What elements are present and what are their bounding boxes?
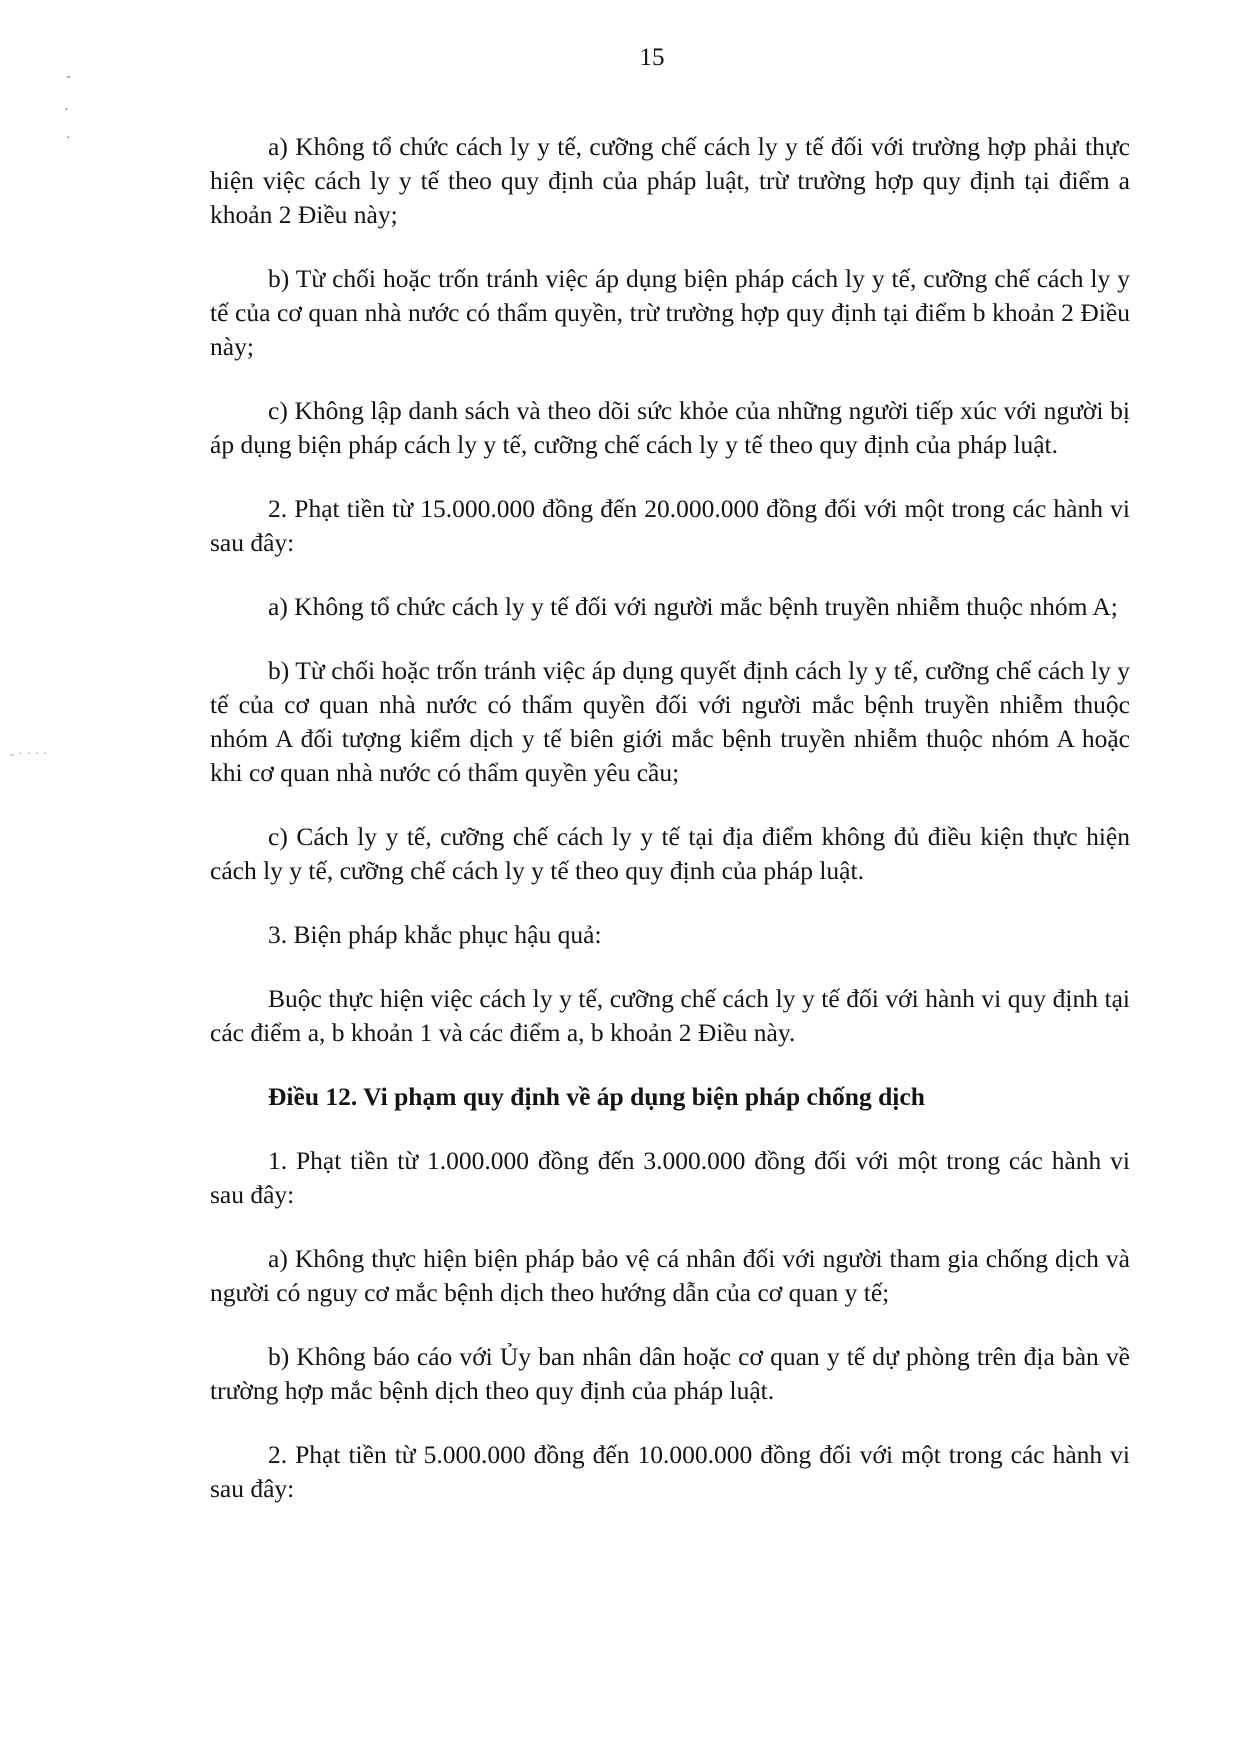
paragraph: Buộc thực hiện việc cách ly y tế, cưỡng chế cách ly y tế đối với hành vi quy định tại các điểm a, b khoản 1 và các điểm a, b khoản 2 Điều này. <box>210 984 1130 1047</box>
scan-mark: · <box>66 131 71 146</box>
paragraph: 3. Biện pháp khắc phục hậu quả: <box>268 920 602 949</box>
scan-mark: · <box>64 103 69 118</box>
paragraph: a) Không thực hiện biện pháp bảo vệ cá nhân đối với người tham gia chống dịch và người có nguy cơ mắc bệnh dịch theo hướng dẫn của cơ quan y tế; <box>210 1244 1130 1307</box>
page-number: 15 <box>639 44 665 71</box>
paragraph: 2. Phạt tiền từ 5.000.000 đồng đến 10.000.000 đồng đối với một trong các hành vi sau đây: <box>210 1440 1130 1503</box>
paragraph: 2. Phạt tiền từ 15.000.000 đồng đến 20.000.000 đồng đối với một trong các hành vi sau đây: <box>210 494 1130 557</box>
paragraph: b) Từ chối hoặc trốn tránh việc áp dụng quyết định cách ly y tế, cưỡng chế cách ly y tế của cơ quan nhà nước có thẩm quyền đối với người mắc bệnh truyền nhiễm thuộc nhóm A đối tượng kiểm dịch y tế biên giới mắc bệnh truyền nhiễm thuộc nhóm A hoặc khi cơ quan nhà nước có thẩm quyền yêu cầu; <box>210 656 1130 787</box>
paragraph: a) Không tổ chức cách ly y tế đối với người mắc bệnh truyền nhiễm thuộc nhóm A; <box>268 592 1118 621</box>
paragraph: c) Cách ly y tế, cưỡng chế cách ly y tế tại địa điểm không đủ điều kiện thực hiện cách ly y tế, cưỡng chế cách ly y tế theo quy định của pháp luật. <box>210 822 1130 885</box>
article-heading: Điều 12. Vi phạm quy định về áp dụng biện pháp chống dịch <box>268 1082 925 1111</box>
paragraph: 1. Phạt tiền từ 1.000.000 đồng đến 3.000.000 đồng đối với một trong các hành vi sau đây: <box>210 1146 1130 1209</box>
paragraph: c) Không lập danh sách và theo dõi sức khỏe của những người tiếp xúc với người bị áp dụng biện pháp cách ly y tế, cưỡng chế cách ly y tế theo quy định của pháp luật. <box>210 396 1130 459</box>
scan-mark: - · · · · <box>10 747 48 762</box>
paragraph: b) Không báo cáo với Ủy ban nhân dân hoặc cơ quan y tế dự phòng trên địa bàn về trường hợp mắc bệnh dịch theo quy định của pháp luật. <box>210 1342 1130 1405</box>
scan-mark: - <box>66 69 71 84</box>
paragraph: a) Không tổ chức cách ly y tế, cưỡng chế cách ly y tế đối với trường hợp phải thực hiện việc cách ly y tế theo quy định của pháp luật, trừ trường hợp quy định tại điểm a khoản 2 Điều này; <box>210 132 1130 229</box>
document-body <box>210 130 1130 1536</box>
paragraph: b) Từ chối hoặc trốn tránh việc áp dụng biện pháp cách ly y tế, cưỡng chế cách ly y tế của cơ quan nhà nước có thẩm quyền, trừ trường hợp quy định tại điểm b khoản 2 Điều này; <box>210 264 1130 361</box>
